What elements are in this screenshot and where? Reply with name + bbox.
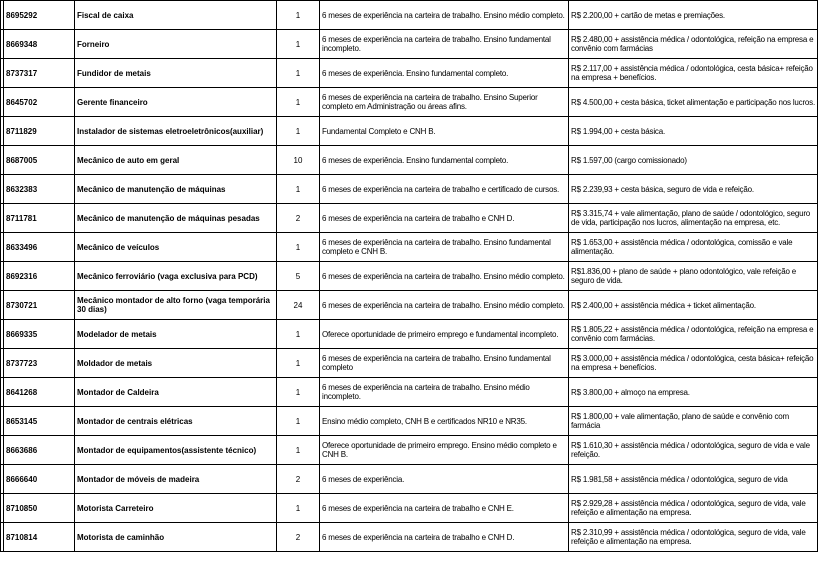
compensation-cell: R$ 1.981,58 + assistência médica / odontológica, seguro de vida [569,465,818,494]
compensation-cell: R$ 1.994,00 + cesta básica. [569,117,818,146]
vacancy-count-cell: 1 [277,117,320,146]
vacancy-count-cell: 1 [277,349,320,378]
job-title-cell: Gerente financeiro [75,88,277,117]
vacancy-count-cell: 1 [277,175,320,204]
job-title-cell: Motorista Carreteiro [75,494,277,523]
job-code-cell: 8710814 [4,523,75,552]
table-row [1,59,818,88]
requirements-cell: 6 meses de experiência na carteira de trabalho e CNH E. [320,494,569,523]
job-code-cell: 8687005 [4,146,75,175]
job-title-text: Mecânico montador de alto forno [77,296,204,305]
compensation-cell: R$ 2.200,00 + cartão de metas e premiações. [569,1,818,30]
requirements-cell: 6 meses de experiência na carteira de trabalho. Ensino fundamental completo e CNH B. [320,233,569,262]
job-title-cell: Mecânico de manutenção de máquinas pesadas [75,204,277,233]
requirements-cell: 6 meses de experiência na carteira de trabalho. Ensino médio completo. [320,262,569,291]
compensation-cell: R$ 1.800,00 + vale alimentação, plano de saúde e convênio com farmácia [569,407,818,436]
job-title-cell: Montador de equipamentos(assistente técnico) [75,436,277,465]
requirements-cell: 6 meses de experiência na carteira de trabalho e CNH D. [320,523,569,552]
table-row [1,349,818,378]
compensation-cell: R$ 1.610,30 + assistência médica / odontológica, seguro de vida e vale refeição. [569,436,818,465]
vacancy-count-cell: 1 [277,30,320,59]
job-code-cell: 8737317 [4,59,75,88]
vacancy-count-cell: 24 [277,291,320,320]
compensation-cell: R$ 2.480,00 + assistência médica / odontológica, refeição na empresa e convênio com farmácias [569,30,818,59]
table-body [1,1,818,552]
job-title-cell: Modelador de metais [75,320,277,349]
job-code-cell: 8632383 [4,175,75,204]
compensation-cell: R$ 2.929,28 + assistência médica / odontológica, seguro de vida, vale refeição e alimentação na empresa. [569,494,818,523]
job-title-cell: Montador de Caldeira [75,378,277,407]
compensation-cell: R$ 1.653,00 + assistência médica / odontológica, comissão e vale alimentação. [569,233,818,262]
vacancy-count-cell: 2 [277,465,320,494]
job-title-cell: Montador de centrais elétricas [75,407,277,436]
requirements-cell: 6 meses de experiência na carteira de trabalho e CNH D. [320,204,569,233]
vacancy-count-cell: 1 [277,233,320,262]
job-code-cell: 8645702 [4,88,75,117]
job-title-cell: Moldador de metais [75,349,277,378]
job-title-note: (vaga temporária 30 dias) [77,296,270,314]
requirements-cell: Fundamental Completo e CNH B. [320,117,569,146]
compensation-cell: R$ 2.239,93 + cesta básica, seguro de vida e refeição. [569,175,818,204]
job-code-cell: 8730721 [4,291,75,320]
compensation-cell: R$ 1.805,22 + assistência médica / odontológica, refeição na empresa e convênio com farmácias. [569,320,818,349]
job-code-cell: 8695292 [4,1,75,30]
job-title-cell: Mecânico de auto em geral [75,146,277,175]
job-title-cell [75,291,277,320]
requirements-cell: Ensino médio completo, CNH B e certificados NR10 e NR35. [320,407,569,436]
table-row [1,1,818,30]
requirements-cell: 6 meses de experiência. [320,465,569,494]
requirements-cell: 6 meses de experiência na carteira de trabalho. Ensino fundamental incompleto. [320,30,569,59]
compensation-cell: R$ 3.800,00 + almoço na empresa. [569,378,818,407]
requirements-cell: 6 meses de experiência. Ensino fundamental completo. [320,146,569,175]
table-row [1,494,818,523]
job-title-cell: Motorista de caminhão [75,523,277,552]
compensation-cell: R$ 1.597,00 (cargo comissionado) [569,146,818,175]
vacancy-count-cell: 1 [277,1,320,30]
compensation-cell: R$ 2.310,99 + assistência médica / odontológica, seguro de vida, vale refeição e alimentação na empresa. [569,523,818,552]
job-code-cell: 8669335 [4,320,75,349]
table-row [1,175,818,204]
requirements-cell: 6 meses de experiência na carteira de trabalho e certificado de cursos. [320,175,569,204]
job-title-cell: Mecânico ferroviário (vaga exclusiva para PCD) [75,262,277,291]
job-code-cell: 8669348 [4,30,75,59]
job-title-cell: Fiscal de caixa [75,1,277,30]
compensation-cell: R$ 2.400,00 + assistência médica + ticket alimentação. [569,291,818,320]
requirements-cell: Oferece oportunidade de primeiro emprego e fundamental incompleto. [320,320,569,349]
table-row [1,436,818,465]
job-title-cell: Montador de móveis de madeira [75,465,277,494]
requirements-cell: 6 meses de experiência na carteira de trabalho. Ensino médio completo. [320,291,569,320]
compensation-cell: R$1.836,00 + plano de saúde + plano odontológico, vale refeição e seguro de vida. [569,262,818,291]
table-row [1,407,818,436]
vacancy-count-cell: 2 [277,204,320,233]
table-row [1,378,818,407]
job-title-cell: Fundidor de metais [75,59,277,88]
compensation-cell: R$ 3.000,00 + assistência médica / odontológica, cesta básica+ refeição na empresa + benefícios. [569,349,818,378]
requirements-cell: 6 meses de experiência na carteira de trabalho. Ensino médio incompleto. [320,378,569,407]
vacancy-count-cell: 1 [277,494,320,523]
table-row [1,204,818,233]
table-row [1,523,818,552]
table-row [1,262,818,291]
vacancy-count-cell: 2 [277,523,320,552]
vacancy-count-cell: 10 [277,146,320,175]
job-code-cell: 8641268 [4,378,75,407]
job-code-cell: 8711829 [4,117,75,146]
compensation-cell: R$ 4.500,00 + cesta básica, ticket alimentação e participação nos lucros. [569,88,818,117]
table-row [1,320,818,349]
table-row [1,88,818,117]
job-title-cell: Instalador de sistemas eletroeletrônicos(auxiliar) [75,117,277,146]
table-row [1,117,818,146]
vacancy-count-cell: 5 [277,262,320,291]
job-title-cell: Forneiro [75,30,277,59]
job-code-cell: 8663686 [4,436,75,465]
requirements-cell: 6 meses de experiência na carteira de trabalho. Ensino fundamental completo [320,349,569,378]
requirements-cell: 6 meses de experiência na carteira de trabalho. Ensino médio completo. [320,1,569,30]
compensation-cell: R$ 3.315,74 + vale alimentação, plano de saúde / odontológico, seguro de vida, participação nos lucros, alimentação na empresa, etc. [569,204,818,233]
job-code-cell: 8633496 [4,233,75,262]
job-code-cell: 8692316 [4,262,75,291]
job-title-cell: Mecânico de manutenção de máquinas [75,175,277,204]
job-code-cell: 8711781 [4,204,75,233]
requirements-cell: 6 meses de experiência na carteira de trabalho. Ensino Superior completo em Administração ou áreas afins. [320,88,569,117]
vacancy-count-cell: 1 [277,88,320,117]
table-row [1,291,818,320]
compensation-cell: R$ 2.117,00 + assistência médica / odontológica, cesta básica+ refeição na empresa + benefícios. [569,59,818,88]
table-row [1,465,818,494]
vacancy-count-cell: 1 [277,407,320,436]
vacancy-count-cell: 1 [277,378,320,407]
vacancy-count-cell: 1 [277,320,320,349]
table-row [1,30,818,59]
table-row [1,233,818,262]
vacancy-count-cell: 1 [277,59,320,88]
job-code-cell: 8653145 [4,407,75,436]
vacancy-count-cell: 1 [277,436,320,465]
job-code-cell: 8737723 [4,349,75,378]
requirements-cell: Oferece oportunidade de primeiro emprego. Ensino médio completo e CNH B. [320,436,569,465]
job-code-cell: 8710850 [4,494,75,523]
requirements-cell: 6 meses de experiência. Ensino fundamental completo. [320,59,569,88]
job-code-cell: 8666640 [4,465,75,494]
table-row [1,146,818,175]
job-title-cell: Mecânico de veículos [75,233,277,262]
